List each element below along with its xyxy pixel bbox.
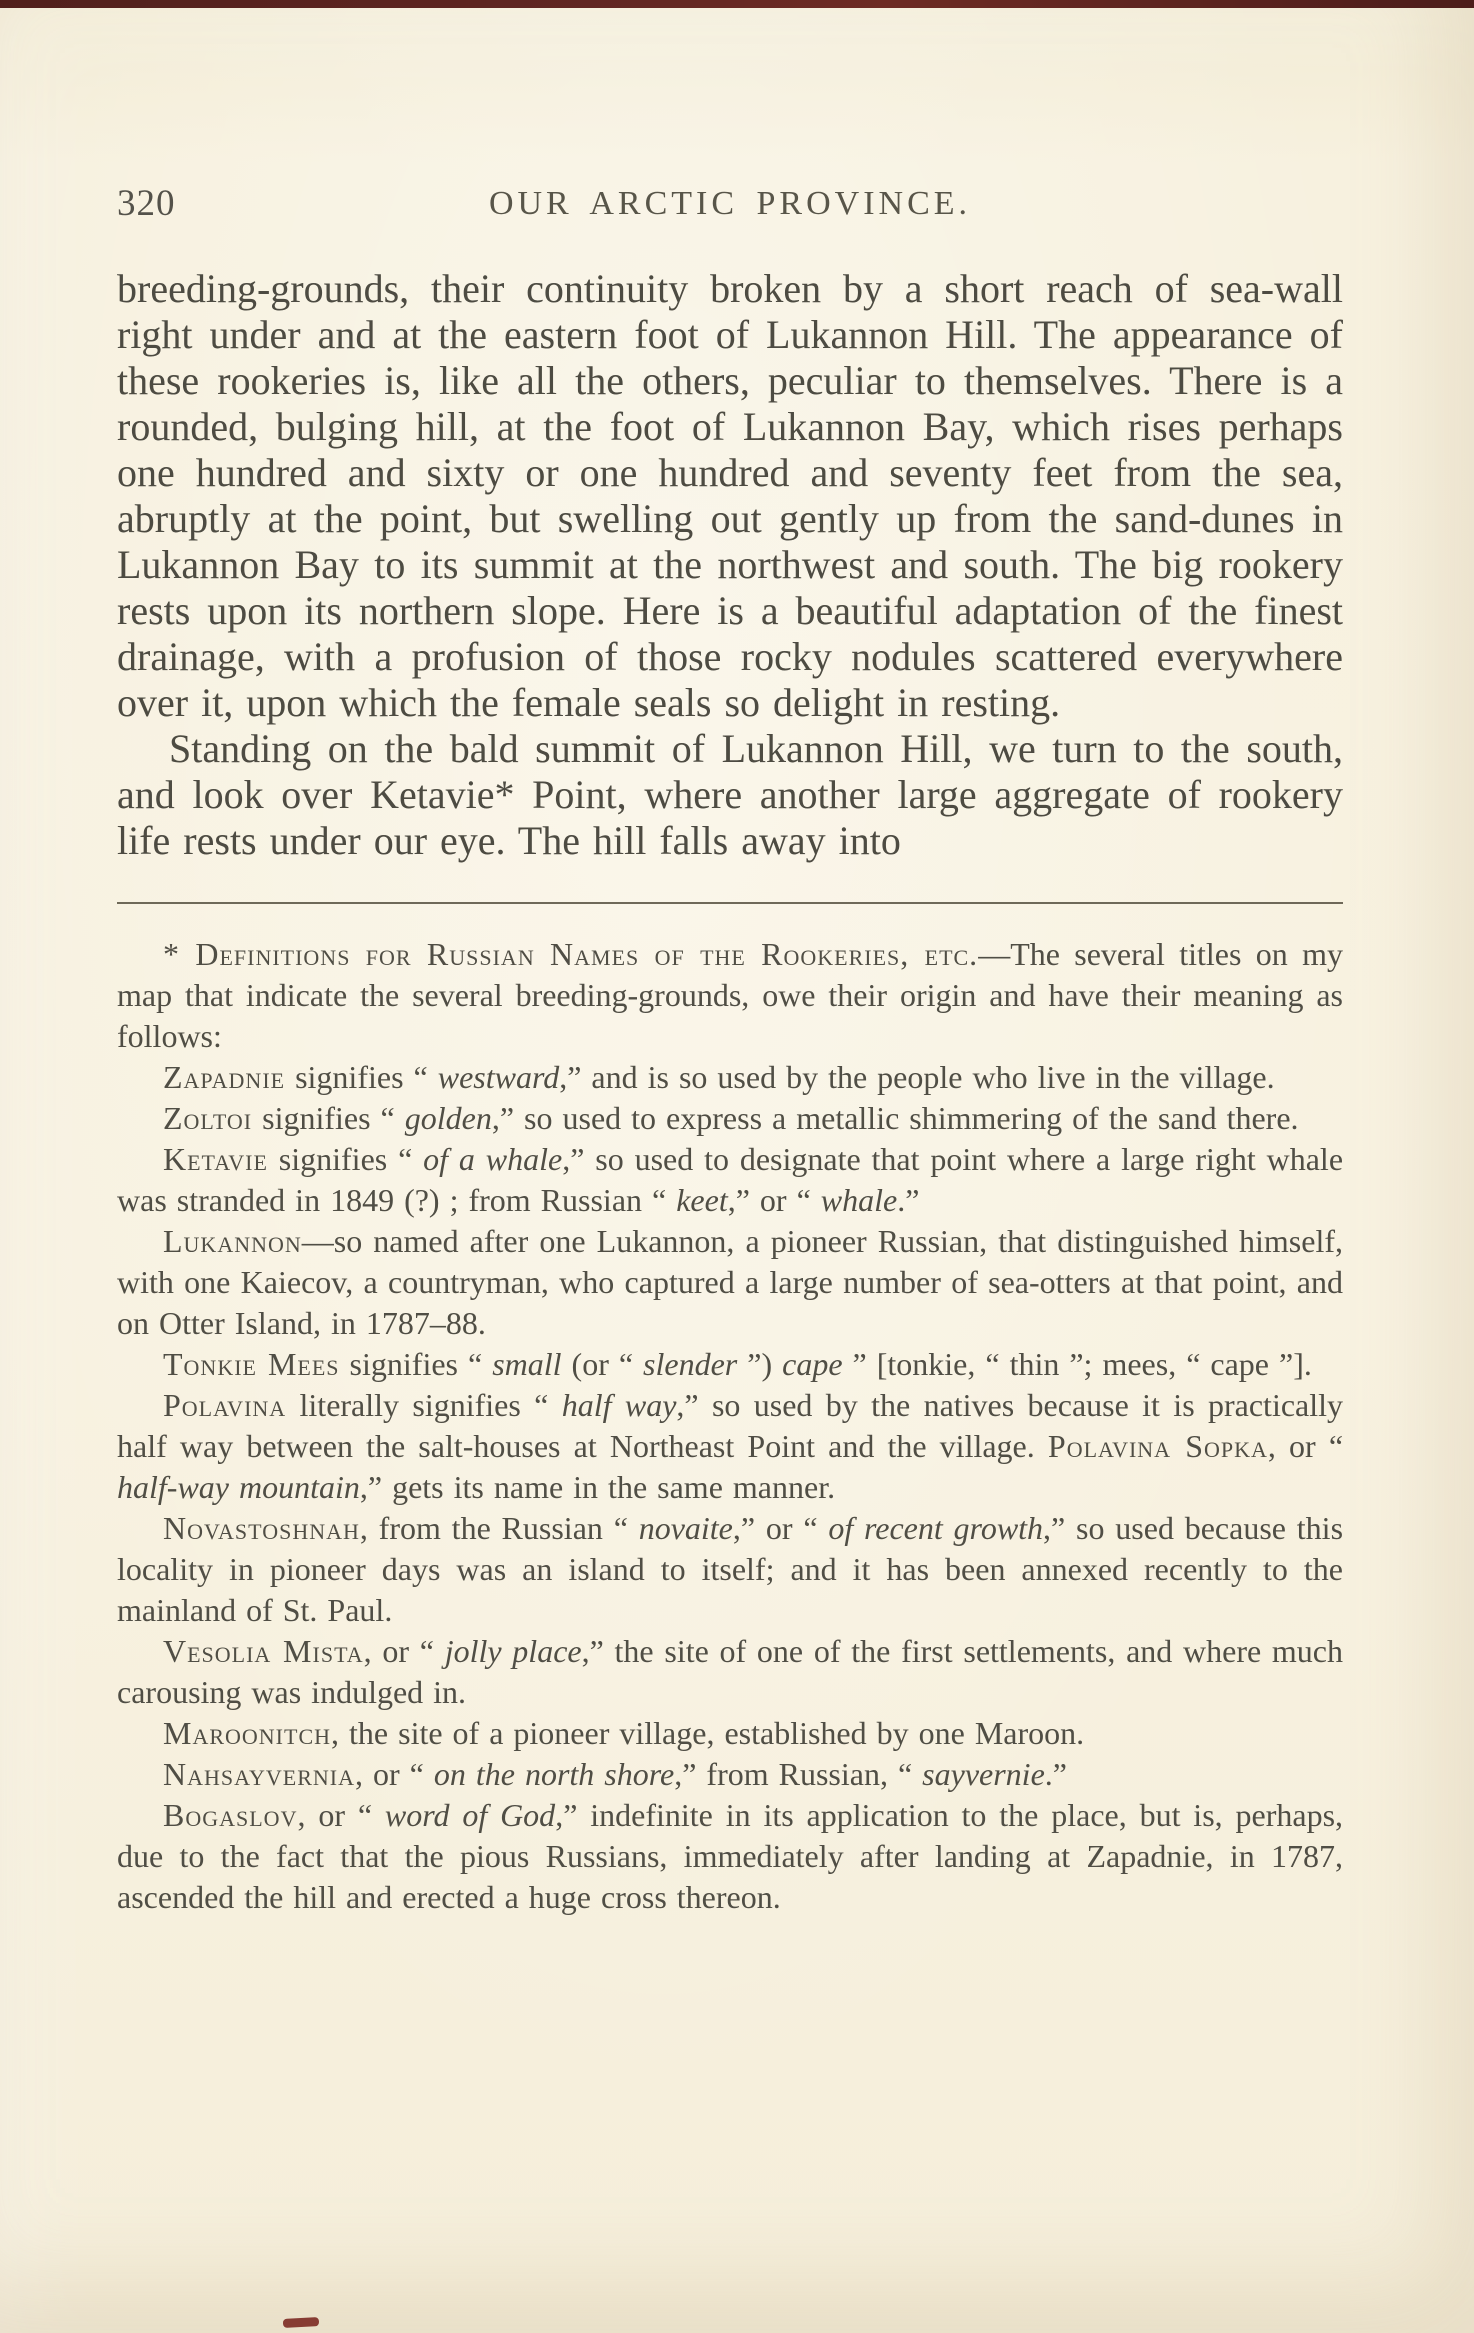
footnote-text-segment: signifies “ <box>252 1100 405 1136</box>
footnote-text-segment: half-way mountain <box>117 1469 360 1505</box>
footnote-paragraph <box>117 1631 1343 1713</box>
footnote-text-segment: , or “ <box>354 1756 434 1792</box>
text-column <box>117 184 1343 1918</box>
footnote-paragraph <box>117 1057 1343 1098</box>
page-header <box>117 184 1343 224</box>
body-text <box>117 266 1343 864</box>
footnote-text-segment: ,” and is so used by the people who live in the village. <box>559 1059 1275 1095</box>
footnote-paragraph <box>117 1713 1343 1754</box>
footnote-section <box>117 934 1343 1918</box>
footnote-text-segment: half way <box>561 1387 677 1423</box>
rookery-name: * Definitions for Russian Names of the Rookeries, etc. <box>163 936 979 972</box>
footnote-text-segment: on the north shore <box>433 1756 675 1792</box>
footnote-text-segment: of a whale <box>423 1141 563 1177</box>
footnote-text-segment: westward <box>437 1059 560 1095</box>
footnote-text-segment: ,” or “ <box>727 1182 821 1218</box>
footnote-text-segment: , the site of a pioneer village, established by one Maroon. <box>331 1715 1085 1751</box>
footnote-text-segment: ,” from Russian, “ <box>674 1756 923 1792</box>
footnote-text-segment: slender <box>643 1346 738 1382</box>
footnote-paragraph <box>117 1221 1343 1344</box>
footnote-text-segment: , or “ <box>363 1633 445 1669</box>
footnote-text-segment: signifies “ <box>267 1141 424 1177</box>
rookery-name: Polavina <box>163 1387 287 1423</box>
rookery-name: Maroonitch <box>163 1715 332 1751</box>
rookery-name: Zoltoi <box>163 1100 253 1136</box>
footnote-text-segment: jolly place <box>444 1633 582 1669</box>
footnote-paragraph <box>117 1385 1343 1508</box>
footnote-text-segment: , or “ <box>297 1797 385 1833</box>
footnote-text-segment: ,” gets its name in the same manner. <box>359 1469 836 1505</box>
rookery-name: Ketavie <box>163 1141 268 1177</box>
rookery-name: Polavina Sopka <box>1047 1428 1268 1464</box>
rookery-name: Lukannon <box>163 1223 302 1259</box>
page-number: 320 <box>117 183 176 224</box>
rookery-name: Bogaslov <box>163 1797 298 1833</box>
footnote-text-segment: cape <box>782 1346 843 1382</box>
footnote-text-segment: ,” so used to designate that point where a large right whale was stranded in 1849 (?) ; from Russian “ <box>117 1141 1344 1218</box>
footnote-paragraph <box>117 1098 1343 1139</box>
footnote-text-segment: , or “ <box>1267 1428 1344 1464</box>
footnote-paragraph <box>117 1139 1343 1221</box>
footnote-text-segment: ,” the site of one of the first settlements, and where much carousing was indulged in. <box>117 1633 1344 1710</box>
footnote-paragraph <box>117 934 1343 1057</box>
scan-mark-artifact <box>283 2317 319 2328</box>
footnote-text-segment: sayvernie <box>922 1756 1045 1792</box>
scan-edge-artifact <box>0 0 1474 8</box>
rookery-name: Novastoshnah <box>163 1510 360 1546</box>
footnote-text-segment: ,” so used to express a metallic shimmering of the sand there. <box>491 1100 1299 1136</box>
footnote-paragraph <box>117 1508 1343 1631</box>
footnote-text-segment: literally signifies “ <box>286 1387 562 1423</box>
footnote-text-segment: ,” so used by the natives because it is practically half way between the salt-houses at Northeast Point and the village. <box>117 1387 1344 1464</box>
footnote-text-segment: ” [tonkie, “ thin ”; mees, “ cape ”]. <box>842 1346 1312 1382</box>
body-paragraph: breeding-grounds, their continuity broken by a short reach of sea-wall right under and at the eastern foot of Lukannon Hill. The appearance of these rookeries is, like all the others, peculiar to themselves. There is a rounded, bulging hill, at the foot of Lukannon Bay, which rises perhaps one hundred and sixty or one hundred and seventy feet from the sea, abruptly at the point, but swelling out gently up from the sand-dunes in Lukannon Bay to its summit at the northwest and south. The big rookery rests upon its northern slope. Here is a beautiful adaptation of the finest drainage, with a profusion of those rocky nodules scattered everywhere over it, upon which the female seals so delight in resting. <box>117 266 1343 725</box>
footnote-text-segment: —so named after one Lukannon, a pioneer Russian, that distinguished himself, with one Kaiecov, a countryman, who captured a large number of sea-otters at that point, and on Otter Island, in 1787–88. <box>117 1223 1343 1341</box>
footnote-paragraph <box>117 1344 1343 1385</box>
footnote-text-segment: signifies “ <box>339 1346 493 1382</box>
footnote-text-segment: whale <box>820 1182 898 1218</box>
footnote-text-segment: word of God <box>384 1797 556 1833</box>
footnote-text-segment: keet <box>676 1182 728 1218</box>
footnote-text-segment: signifies “ <box>285 1059 438 1095</box>
footnote-text-segment: .” <box>1044 1756 1067 1792</box>
footnote-separator <box>117 902 1343 904</box>
body-paragraph: Standing on the bald summit of Lukannon Hill, we turn to the south, and look over Ketavie* Point, where another large aggregate of rookery life rests under our eye. The hill falls away into <box>117 726 1343 863</box>
footnote-text-segment: (or “ <box>561 1346 644 1382</box>
footnote-paragraph <box>117 1795 1343 1918</box>
rookery-name: Tonkie Mees <box>163 1346 340 1382</box>
footnote-text-segment: of recent growth <box>828 1510 1044 1546</box>
footnote-text-segment: , from the Russian “ <box>359 1510 639 1546</box>
rookery-name: Zapadnie <box>163 1059 286 1095</box>
footnote-text-segment: novaite <box>638 1510 733 1546</box>
footnote-text-segment: ,” indefinite in its application to the place, but is, perhaps, due to the fact that the pious Russians, immediately after landing at Zapadnie, in 1787, ascended the hill and erected a huge cross thereon. <box>117 1797 1344 1915</box>
footnote-text-segment: golden <box>404 1100 492 1136</box>
footnote-text-segment: small <box>492 1346 562 1382</box>
footnote-text-segment: ,” or “ <box>732 1510 829 1546</box>
footnote-text-segment: ,” so used because this locality in pioneer days was an island to itself; and it has been annexed recently to the mainland of St. Paul. <box>117 1510 1344 1628</box>
footnote-text-segment: .” <box>897 1182 920 1218</box>
footnote-paragraph <box>117 1754 1343 1795</box>
footnote-text-segment: —The several titles on my map that indicate the several breeding-grounds, owe their origin and have their meaning as follows: <box>117 936 1343 1054</box>
running-title: OUR ARCTIC PROVINCE. <box>488 185 972 222</box>
rookery-name: Nahsayvernia <box>163 1756 355 1792</box>
rookery-name: Vesolia Mista <box>163 1633 364 1669</box>
footnote-text-segment: ”) <box>737 1346 783 1382</box>
